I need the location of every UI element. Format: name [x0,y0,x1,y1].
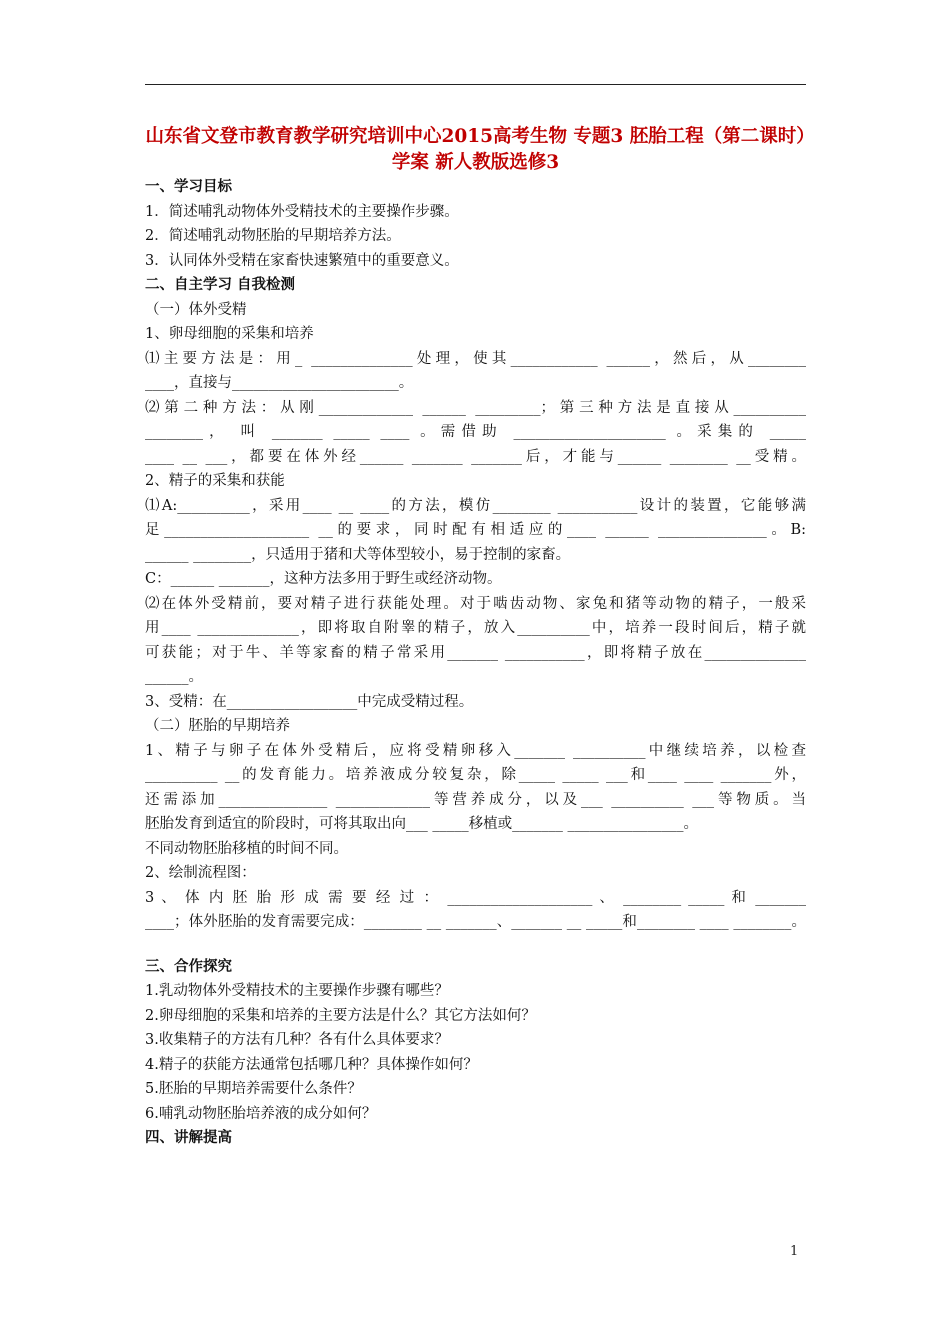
text-line: __________ __的发育能力。培养液成分较复杂，除_____ _____ ___和____ ____ _______外， [145,767,806,783]
text-line: 2、绘制流程图： [145,865,256,881]
question-item: 6.哺乳动物胚胎培养液的成分如何？ [145,1105,377,1122]
question-item: 1.乳动物体外受精技术的主要操作步骤有哪些？ [145,983,449,999]
question-item: 2.卵母细胞的采集和培养的主要方法是什么？其它方法如何？ [145,1007,536,1024]
question-item: 3.收集精子的方法有几种？各有什么具体要求？ [145,1032,449,1048]
text-line: ______。 [145,669,203,685]
text-line: 3、受精：在__________________中完成受精过程。 [145,693,474,710]
text-line: ______ ________，只适用于猪和犬等体型较小，易于控制的家畜。 [145,546,571,563]
blank-line [145,935,806,955]
text-line: C：______ _______，这种方法多用于野生或经济动物。 [145,571,502,587]
text-line: ⑵第二种方法：从刚_____________ ______ _________；第三种方法是直接从__________ [145,399,806,416]
text-line: 不同动物胚胎移植的时间不同。 [145,840,348,857]
question-item: 4.精子的获能方法通常包括哪几种？具体操作如何？ [145,1056,478,1073]
section-heading: 四、讲解提高 [145,1129,232,1146]
text-line: 胚胎发育到适宜的阶段时，可将其取出向___ _____移植或_______ ________________。 [145,816,698,832]
question-item: 5.胚胎的早期培养需要什么条件？ [145,1081,362,1097]
text-line: 还需添加_______________ _____________等营养成分，以及___ __________ ___等物质。当 [145,791,806,808]
text-line: 2、精子的采集和获能 [145,473,285,489]
text-line: ⑴主要方法是：用_ ______________处理，使其____________ ______，然后，从________ [145,350,806,367]
subsection-heading: （二）胚胎的早期培养 [145,718,290,734]
text-line: 足____________________ __的要求，同时配有相适应的____ ______ _______________。B: [145,522,806,538]
document-title: 山东省文登市教育教学研究培训中心2015高考生物 专题3 胚胎工程（第二课时）学案 新人教版选修3 [145,126,806,173]
text-line: 3 、 体 内 胚 胎 形 成 需 要 经 过 ： ____________________ 、 ________ _____ 和 _______ [145,889,806,906]
text-line: ____，直接与_______________________。 [145,375,414,391]
text-line: ⑴A:__________，采用____ __ ____的方法，模仿________ ___________设计的装置，它能够满 [145,497,806,514]
subsection-heading: （一）体外受精 [145,301,247,318]
text-line: 可获能；对于牛、羊等家畜的精子常采用_______ ___________，即将精子放在______________ [145,644,806,661]
text-line: ________， 叫 _______ _____ ____ 。需借助 _____________________ 。采集的 _____ [145,424,806,440]
header-rule [145,84,806,85]
section-heading: 三、合作探究 [145,957,232,975]
text-line: ⑵在体外受精前，要对精子进行获能处理。对于啮齿动物、家兔和猪等动物的精子，一般采 [145,595,806,612]
document-body [145,175,806,1151]
text-line: ____；体外胚胎的发育需要完成：________ __ _______、_______ __ _____和________ ____ ________。 [145,914,806,930]
page-number: 1 [790,1244,799,1259]
objective-item: 3．认同体外受精在家畜快速繁殖中的重要意义。 [145,252,459,269]
section-heading: 二、自主学习 自我检测 [145,276,296,293]
text-line: 用____ ______________，即将取自附睾的精子，放入__________中，培养一段时间后，精子就 [145,620,806,636]
text-line: 1、精子与卵子在体外受精后，应将受精卵移入_______ __________中继续培养，以检查 [145,742,806,759]
section-heading: 一、学习目标 [145,178,232,195]
text-line: ____ __ ___，都要在体外经______ _______ _______后，才能与______ ________ __受精。 [145,448,806,465]
objective-item: 2．简述哺乳动物胚胎的早期培养方法。 [145,228,401,244]
text-line: 1、卵母细胞的采集和培养 [145,326,314,342]
objective-item: 1．简述哺乳动物体外受精技术的主要操作步骤。 [145,203,459,220]
